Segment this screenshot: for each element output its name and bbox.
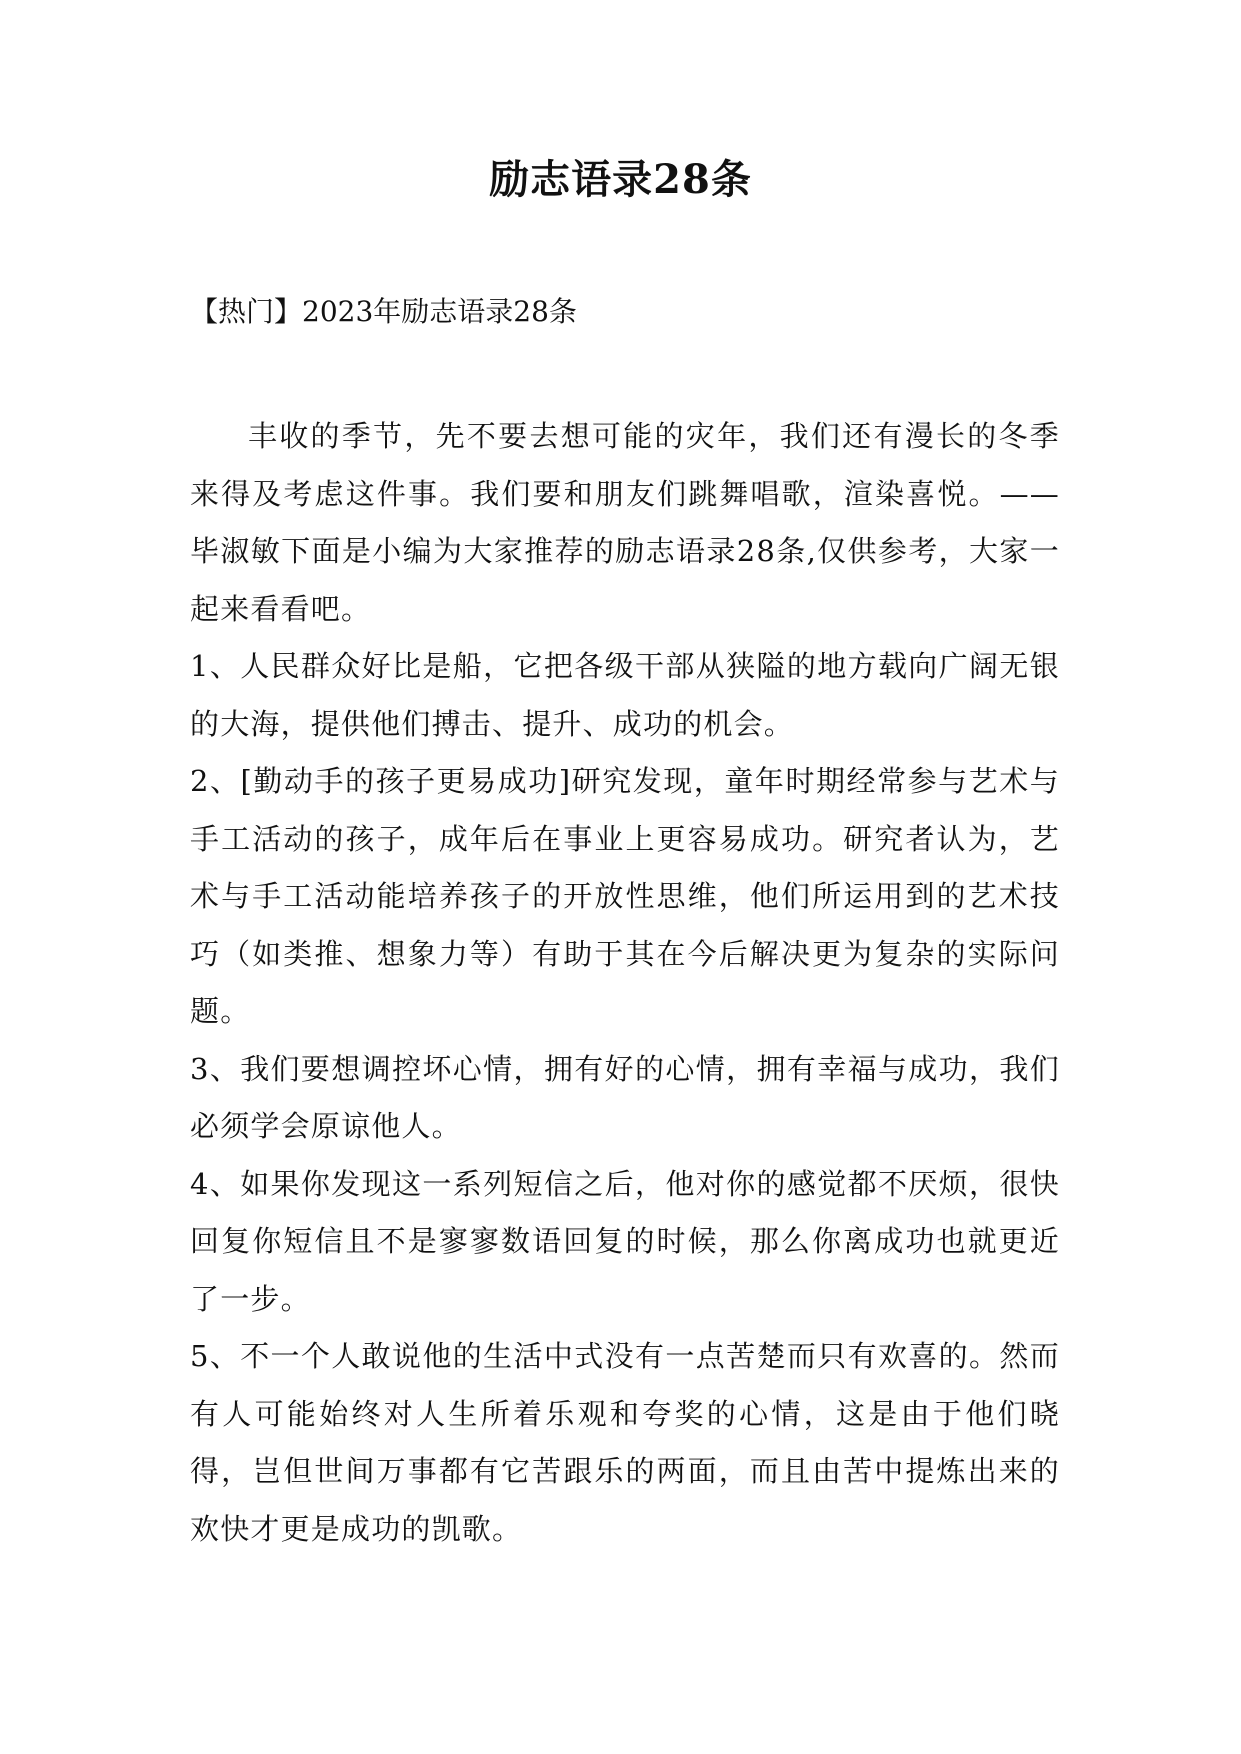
intro-paragraph: 丰收的季节，先不要去想可能的灾年，我们还有漫长的冬季来得及考虑这件事。我们要和朋友们跳舞唱歌，渲染喜悦。——毕淑敏下面是小编为大家推荐的励志语录28条,仅供参考，大家一起来看看吧。 bbox=[190, 419, 1060, 626]
quote-paragraph-2: 2、[勤动手的孩子更易成功]研究发现，童年时期经常参与艺术与手工活动的孩子，成年后在事业上更容易成功。研究者认为，艺术与手工活动能培养孩子的开放性思维，他们所运用到的艺术技巧（如类推、想象力等）有助于其在今后解决更为复杂的实际问题。 bbox=[190, 764, 1060, 1028]
document-subtitle: 【热门】2023年励志语录28条 bbox=[190, 295, 577, 328]
document-title: 励志语录28条 bbox=[489, 156, 752, 203]
quote-paragraph-3: 3、我们要想调控坏心情，拥有好的心情，拥有幸福与成功，我们必须学会原谅他人。 bbox=[190, 1051, 1060, 1143]
quote-paragraph-1: 1、人民群众好比是船，它把各级干部从狭隘的地方载向广阔无银的大海，提供他们搏击、提升、成功的机会。 bbox=[190, 649, 1060, 741]
quote-paragraph-5: 5、不一个人敢说他的生活中式没有一点苦楚而只有欢喜的。然而有人可能始终对人生所着乐观和夸奖的心情，这是由于他们晓得，岂但世间万事都有它苦跟乐的两面，而且由苦中提炼出来的欢快才更是成功的凯歌。 bbox=[190, 1339, 1060, 1546]
quote-paragraph-4: 4、如果你发现这一系列短信之后，他对你的感觉都不厌烦，很快回复你短信且不是寥寥数语回复的时候，那么你离成功也就更近了一步。 bbox=[190, 1166, 1060, 1316]
document-body bbox=[190, 408, 1060, 1558]
